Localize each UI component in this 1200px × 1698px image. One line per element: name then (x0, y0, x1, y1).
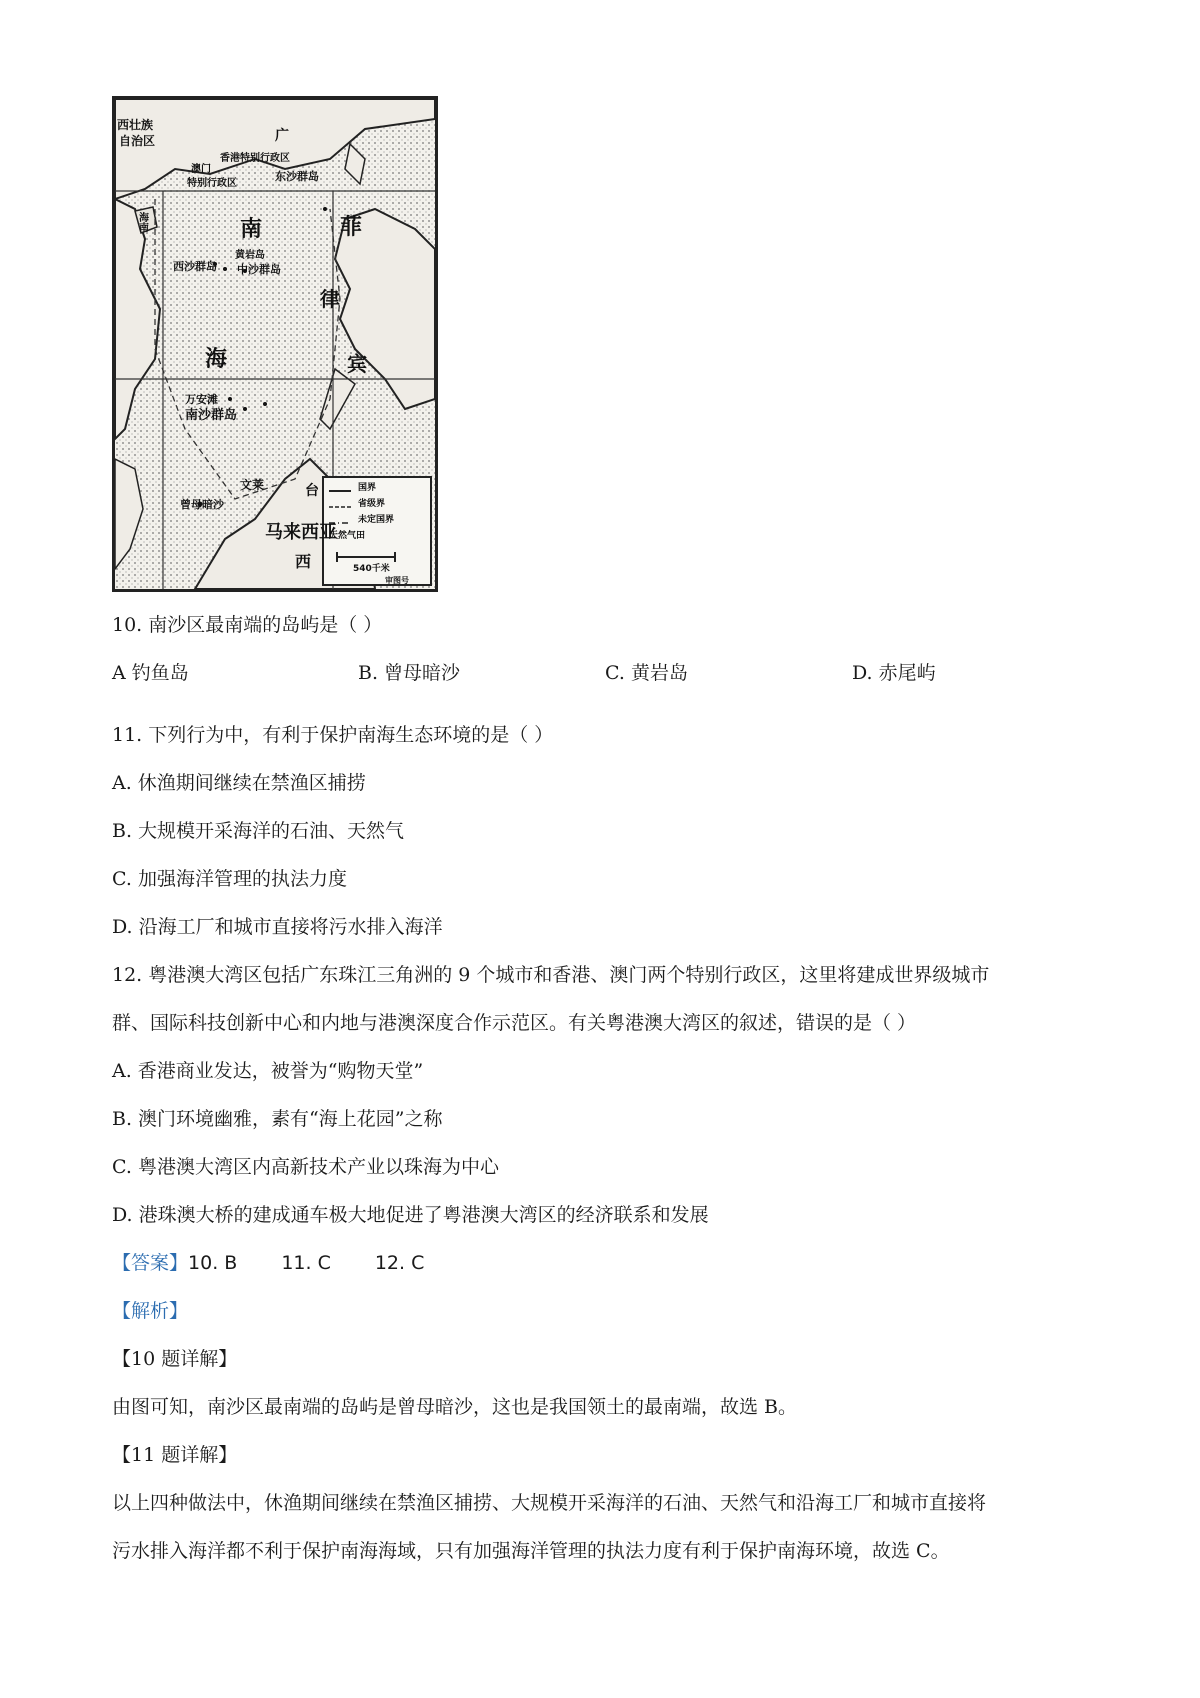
analysis-tag: 【解析】 (112, 1300, 189, 1322)
q10-option-a: A 钓鱼岛 (112, 662, 189, 684)
legend-border-label: 国界 (358, 483, 377, 493)
map-label-nan: 南 (240, 217, 263, 242)
map-label-hai: 海 (205, 347, 228, 372)
q12-option-b: B. 澳门环境幽雅，素有“海上花园”之称 (112, 1108, 443, 1130)
map-label-zhongsha: 中沙群岛 (237, 263, 281, 276)
map-label-guangxi: 西壮族 (117, 118, 154, 132)
analysis-q10-heading: 【10 题详解】 (112, 1348, 238, 1370)
map-label-hainan: 海南 (139, 213, 149, 234)
q11-stem: 11. 下列行为中，有利于保护南海生态环境的是（ ） (112, 724, 554, 746)
map-label-tai: 台 (305, 483, 319, 499)
map-label-huangyan: 黄岩岛 (235, 250, 265, 261)
south-china-sea-map (112, 96, 438, 592)
map-label-guangdong: 广 (275, 128, 289, 144)
answer-q11: 11. C (281, 1252, 331, 1274)
legend-oilgas-label: 天然气田 (329, 531, 366, 541)
map-label-guangxi-2: 自治区 (119, 134, 156, 148)
legend-scale-label: 540千米 (353, 564, 390, 574)
map-approval-label: 审图号 (385, 576, 409, 585)
q10-option-c: C. 黄岩岛 (605, 662, 688, 684)
q12-option-a: A. 香港商业发达，被誉为“购物天堂” (112, 1060, 424, 1082)
analysis-q11-text-line1: 以上四种做法中，休渔期间继续在禁渔区捕捞、大规模开采海洋的石油、天然气和沿海工厂和城市直接将 (112, 1492, 987, 1514)
map-label-phil: 菲 (340, 215, 363, 240)
map-label-phil-3: 宾 (347, 352, 367, 376)
q11-option-a: A. 休渔期间继续在禁渔区捕捞 (112, 772, 366, 794)
answer-line (112, 1250, 468, 1276)
map-label-macau-2: 特别行政区 (187, 178, 237, 189)
map-label-dongsha: 东沙群岛 (275, 170, 319, 183)
q11-option-b: B. 大规模开采海洋的石油、天然气 (112, 820, 405, 842)
q10-option-b: B. 曾母暗沙 (358, 662, 461, 684)
analysis-q11-heading: 【11 题详解】 (112, 1444, 238, 1466)
map-label-hongkong: 香港特别行政区 (220, 153, 290, 164)
q10-stem: 10. 南沙区最南端的岛屿是（ ） (112, 614, 383, 636)
analysis-q11-text-line2: 污水排入海洋都不利于保护南海海域，只有加强海洋管理的执法力度有利于保护南海环境，故选 C。 (112, 1540, 950, 1562)
map-label-xisha: 西沙群岛 (173, 260, 217, 273)
answer-q12: 12. C (374, 1252, 425, 1274)
q11-option-d: D. 沿海工厂和城市直接将污水排入海洋 (112, 916, 443, 938)
q12-option-d: D. 港珠澳大桥的建成通车极大地促进了粤港澳大湾区的经济联系和发展 (112, 1204, 709, 1226)
q10-option-d: D. 赤尾屿 (852, 662, 936, 684)
q12-option-c: C. 粤港澳大湾区内高新技术产业以珠海为中心 (112, 1156, 499, 1178)
analysis-q10-text: 由图可知，南沙区最南端的岛屿是曾母暗沙，这也是我国领土的最南端，故选 B。 (112, 1396, 798, 1418)
map-label-zengmu: 曾母暗沙 (180, 498, 224, 511)
legend-undefined-label: 未定国界 (358, 515, 395, 525)
map-label-macau: 澳门 (191, 164, 211, 175)
map-label-wenlai: 文莱 (240, 478, 265, 492)
map-label-wanan: 万安滩 (185, 393, 218, 406)
map-label-nansha: 南沙群岛 (185, 408, 238, 423)
answer-values (188, 1252, 468, 1274)
answer-tag: 【答案】 (112, 1252, 189, 1274)
answer-q10: 10. B (188, 1252, 238, 1274)
map-label-malay: 马来西亚 (265, 522, 337, 543)
q11-option-c: C. 加强海洋管理的执法力度 (112, 868, 347, 890)
q12-stem-line2: 群、国际科技创新中心和内地与港澳深度合作示范区。有关粤港澳大湾区的叙述，错误的是（ ） (112, 1012, 917, 1034)
map-label-xi: 西 (295, 552, 312, 571)
q12-stem-line1: 12. 粤港澳大湾区包括广东珠江三角洲的 9 个城市和香港、澳门两个特别行政区，这里将建成世界级城市 (112, 964, 990, 986)
legend-province-label: 省级界 (358, 499, 386, 509)
map-label-phil-2: 律 (320, 287, 340, 311)
